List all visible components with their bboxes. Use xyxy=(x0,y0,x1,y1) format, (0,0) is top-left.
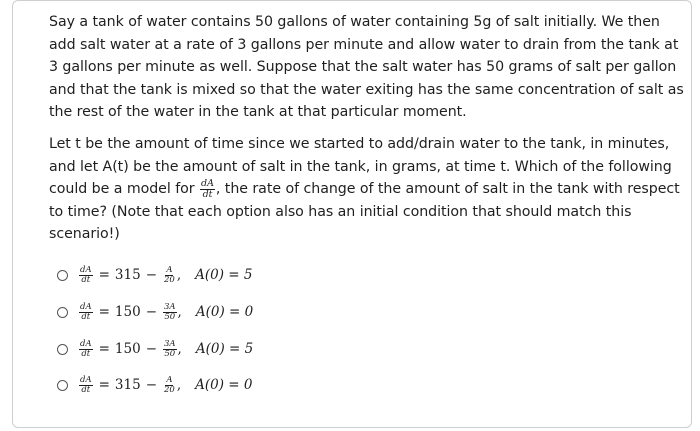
lhs-fraction xyxy=(79,303,93,322)
radio-button[interactable] xyxy=(57,380,68,391)
constant-term: 150 xyxy=(114,304,141,320)
fraction-numerator: dA xyxy=(201,177,214,189)
paragraph-2-text-a: Let t be the amount of time since we started to add/drain water to the tank, in minutes, and let A(t) be the amount of salt in the tank, in grams, at time t. Which of the following could be a model for xyxy=(49,136,672,198)
lhs-fraction xyxy=(79,376,93,395)
option-equation xyxy=(78,340,253,359)
comma: , xyxy=(176,377,182,393)
initial-condition: A(0) = 0 xyxy=(195,377,253,393)
rate-denominator: 20 xyxy=(164,274,175,285)
lhs-denominator: dt xyxy=(81,384,91,395)
da-dt-fraction xyxy=(200,179,215,200)
minus-sign: − xyxy=(145,341,157,357)
answer-option-4[interactable] xyxy=(57,373,252,397)
question-card xyxy=(12,0,692,428)
rate-denominator: 50 xyxy=(164,348,176,359)
initial-condition: A(0) = 0 xyxy=(195,304,254,320)
equals-sign: = xyxy=(98,267,110,283)
option-equation xyxy=(78,266,252,285)
equals-sign: = xyxy=(98,377,110,393)
radio-button[interactable] xyxy=(57,270,68,281)
lhs-denominator: dt xyxy=(81,274,91,285)
rate-fraction xyxy=(163,376,176,395)
answer-option-2[interactable] xyxy=(57,300,253,324)
comma: , xyxy=(177,304,182,320)
constant-term: 315 xyxy=(114,267,141,283)
rate-numerator: A xyxy=(166,264,173,275)
lhs-numerator: dA xyxy=(80,374,92,385)
question-paragraph-1: Say a tank of water contains 50 gallons of water containing 5g of salt initially. We then add salt water at a rate of 3 gallons per minute and allow water to drain from the tank at 3 gallons per minute as well. Suppose that the salt water has 50 grams of salt per gallon and that the tank is mixed so that the water exiting has the same concentration of salt as the rest of the water in the tank at that particular moment. xyxy=(49,14,684,121)
initial-condition: A(0) = 5 xyxy=(195,267,253,283)
lhs-numerator: dA xyxy=(80,264,92,275)
lhs-denominator: dt xyxy=(81,348,91,359)
equals-sign: = xyxy=(98,341,110,357)
minus-sign: − xyxy=(145,267,157,283)
lhs-denominator: dt xyxy=(81,311,91,322)
option-equation xyxy=(78,303,253,322)
lhs-numerator: dA xyxy=(80,301,92,312)
initial-condition: A(0) = 5 xyxy=(195,341,254,357)
rate-denominator: 50 xyxy=(164,311,176,322)
answer-option-1[interactable] xyxy=(57,263,252,287)
rate-fraction xyxy=(163,266,176,285)
comma: , xyxy=(177,341,182,357)
rate-numerator: 3A xyxy=(164,338,176,349)
lhs-fraction xyxy=(79,266,93,285)
question-paragraph-2 xyxy=(49,133,689,246)
paragraph-2-text-b: , the rate of change of the amount of salt in the tank with respect to time? (Note that each option also has an initial condition that should match this scenario!) xyxy=(49,181,680,243)
constant-term: 150 xyxy=(114,341,141,357)
rate-numerator: 3A xyxy=(164,301,176,312)
fraction-denominator: dt xyxy=(202,188,213,200)
minus-sign: − xyxy=(145,304,157,320)
equals-sign: = xyxy=(98,304,110,320)
comma: , xyxy=(176,267,182,283)
option-equation xyxy=(78,376,252,395)
rate-fraction xyxy=(163,340,177,359)
rate-numerator: A xyxy=(166,374,173,385)
radio-button[interactable] xyxy=(57,344,68,355)
answer-option-3[interactable] xyxy=(57,337,253,361)
lhs-fraction xyxy=(79,340,93,359)
rate-denominator: 20 xyxy=(164,384,175,395)
rate-fraction xyxy=(163,303,177,322)
constant-term: 315 xyxy=(114,377,141,393)
minus-sign: − xyxy=(145,377,157,393)
radio-button[interactable] xyxy=(57,307,68,318)
lhs-numerator: dA xyxy=(80,338,92,349)
